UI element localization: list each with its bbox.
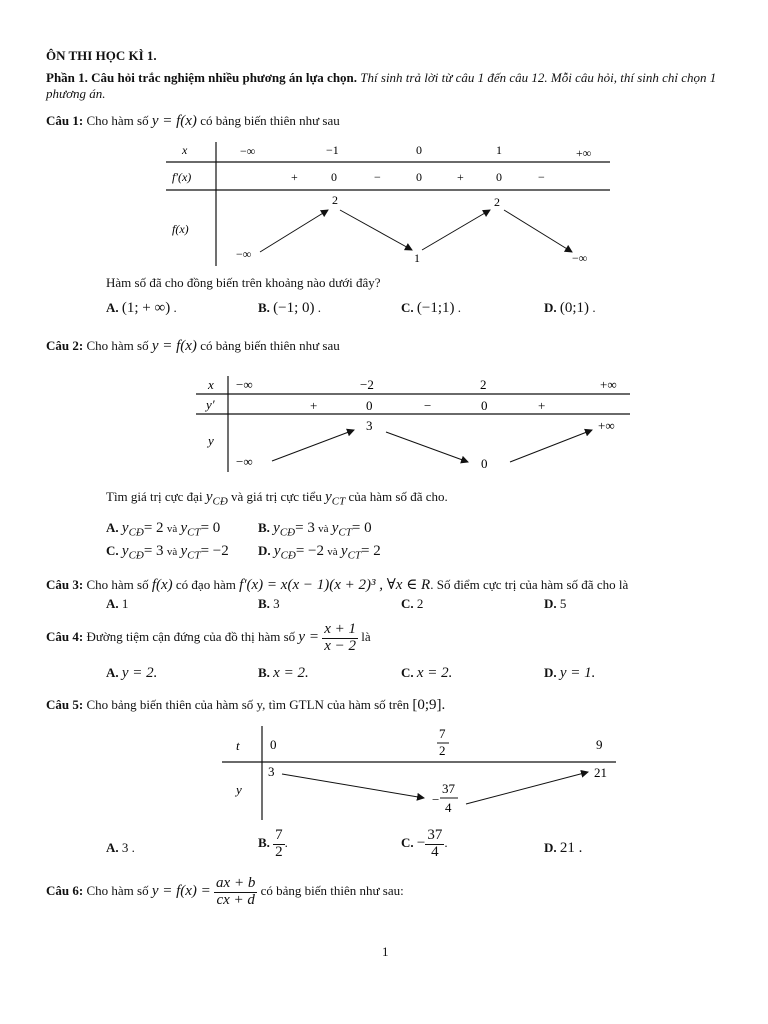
q1-option-d[interactable]: D. (0;1) . bbox=[544, 300, 596, 316]
section-heading: Phần 1. Câu hỏi trắc nghiệm nhiều phương án lựa chọn. bbox=[46, 70, 358, 85]
q2-sign: 0 bbox=[481, 398, 488, 413]
q2-option-b[interactable]: B. $y_{CĐ}= 3$ và $y_{CT}= 0$ bbox=[258, 520, 372, 539]
q5-y-mid-num: 37 bbox=[442, 781, 455, 796]
q1-f-label: f(x) bbox=[172, 222, 189, 236]
q1-arrow-up bbox=[260, 210, 328, 252]
q4-fraction: $\frac{x + 1}{x - 2}$ bbox=[324, 621, 356, 654]
q5-option-b[interactable]: B. $\frac{7}{2}$ . bbox=[258, 827, 288, 860]
q5-t-label: t bbox=[236, 738, 240, 753]
q2-x-val: −2 bbox=[360, 377, 374, 392]
q3-option-a[interactable]: A. 1 bbox=[106, 596, 129, 611]
section-instructions: Thí sinh trả lời từ câu 1 đến câu 12. Mỗi câu hỏi, thí sinh chỉ chọn 1 phương án. bbox=[46, 70, 717, 101]
q5-t-val: 0 bbox=[270, 737, 277, 752]
q3-stem: Câu 3: Cho hàm số f(x) có đạo hàm f′(x) = x(x − 1)(x + 2)³ , ∀x ∈ R. Số điểm cực trị của hàm số đã cho là bbox=[46, 577, 629, 593]
q5-y-right: 21 bbox=[594, 765, 607, 780]
q2-y-val: 3 bbox=[366, 418, 373, 433]
q1-x-val: 0 bbox=[416, 143, 422, 157]
q1-arrow-down bbox=[504, 210, 572, 252]
q2-y-val: +∞ bbox=[598, 418, 615, 433]
q3-label: Câu 3: bbox=[46, 577, 84, 592]
q5-stem: Câu 5: Cho bảng biến thiên của hàm số y, tìm GTLN của hàm số trên [0;9]. bbox=[46, 697, 446, 713]
q1-label: Câu 1: bbox=[46, 113, 84, 128]
q1-f-val: 2 bbox=[332, 193, 338, 207]
q2-x-val: 2 bbox=[480, 377, 487, 392]
q2-option-a[interactable]: A. $y_{CĐ}= 2$ và $y_{CT}= 0$ bbox=[106, 520, 221, 539]
q2-sign: + bbox=[538, 398, 546, 413]
q5-arrow-down bbox=[282, 774, 424, 798]
q5-y-left: 3 bbox=[268, 764, 275, 779]
q3-option-c[interactable]: C. 2 bbox=[401, 596, 424, 611]
q6-stem: Câu 6: Cho hàm số y = f(x) = $\frac{ax + b}{cx + d}$ có bảng biến thiên như sau: bbox=[46, 875, 404, 908]
q4-option-b[interactable]: B. x = 2. bbox=[258, 665, 309, 681]
q1-sign: 0 bbox=[416, 170, 422, 184]
q1-option-b[interactable]: B. (−1; 0) . bbox=[258, 300, 322, 316]
q1-sign: − bbox=[538, 170, 545, 184]
q5-arrow-up bbox=[466, 772, 588, 804]
q5-y-mid-sign: − bbox=[432, 792, 440, 807]
q4-label: Câu 4: bbox=[46, 629, 84, 645]
q1-arrow-up bbox=[422, 210, 490, 250]
q1-f-val: −∞ bbox=[236, 247, 252, 261]
q2-x-label: x bbox=[208, 377, 214, 392]
q5-y-mid-den: 4 bbox=[445, 800, 452, 815]
q5-y-label: y bbox=[236, 782, 242, 797]
q1-variation-table bbox=[160, 140, 615, 270]
q2-option-d[interactable]: D. $y_{CĐ}= -2$ và $y_{CT}= 2$ bbox=[258, 543, 381, 562]
q4-stem: Câu 4: Đường tiệm cận đứng của đồ thị hàm số y = $\frac{x + 1}{x - 2}$ là bbox=[46, 621, 371, 654]
q5-option-d[interactable]: D. 21 . bbox=[544, 840, 583, 856]
q2-x-val: +∞ bbox=[600, 377, 617, 392]
q4-option-d[interactable]: D. y = 1. bbox=[544, 665, 596, 681]
q5-t-mid-den: 2 bbox=[439, 743, 446, 758]
q2-yp-label: y′ bbox=[206, 397, 215, 412]
q1-question: Hàm số đã cho đồng biến trên khoảng nào dưới đây? bbox=[106, 275, 381, 290]
q2-arrow-up bbox=[510, 430, 592, 462]
q2-option-c[interactable]: C. $y_{CĐ}= 3$ và $y_{CT}= -2$ bbox=[106, 543, 229, 562]
q1-x-val: +∞ bbox=[576, 146, 592, 160]
q1-f-val: −∞ bbox=[572, 251, 588, 265]
q1-fp-label: f′(x) bbox=[172, 170, 192, 184]
q4-option-a[interactable]: A. y = 2. bbox=[106, 665, 158, 681]
q1-x-val: 1 bbox=[496, 143, 502, 157]
q5-option-c[interactable]: C. − $\frac{37}{4}$ . bbox=[401, 827, 448, 860]
q3-option-b[interactable]: B. 3 bbox=[258, 596, 280, 611]
q2-question: Tìm giá trị cực đại $y_{CĐ}$ và giá trị cực tiểu $y_{CT}$ của hàm số đã cho. bbox=[106, 489, 448, 508]
section-intro bbox=[46, 70, 736, 102]
q2-sign: 0 bbox=[366, 398, 373, 413]
q1-sign: + bbox=[457, 170, 464, 184]
q1-sign: 0 bbox=[331, 170, 337, 184]
q6-fraction: $\frac{ax + b}{cx + d}$ bbox=[216, 875, 256, 908]
q2-arrow-down bbox=[386, 432, 468, 462]
q1-option-c[interactable]: C. (−1;1) . bbox=[401, 300, 462, 316]
q1-sign: 0 bbox=[496, 170, 502, 184]
q2-y-val: 0 bbox=[481, 456, 488, 471]
q2-stem: Câu 2: Cho hàm số y = f(x) có bảng biến thiên như sau bbox=[46, 338, 340, 354]
q1-sign: + bbox=[291, 170, 298, 184]
page-number: 1 bbox=[382, 944, 389, 959]
q1-f-val: 1 bbox=[414, 251, 420, 265]
q5-variation-table bbox=[220, 724, 620, 824]
q2-func: y = f(x) bbox=[151, 338, 197, 354]
q1-sign: − bbox=[374, 170, 381, 184]
q1-stem-a: Cho hàm số bbox=[86, 113, 149, 128]
q1-x-val: −∞ bbox=[240, 144, 256, 158]
q2-y-val: −∞ bbox=[236, 454, 253, 469]
q4-option-c[interactable]: C. x = 2. bbox=[401, 665, 453, 681]
q1-func: y = f(x) bbox=[151, 113, 197, 129]
q1-stem-b: có bảng biến thiên như sau bbox=[200, 113, 340, 128]
q1-stem bbox=[46, 113, 340, 130]
q3-derivative: f′(x) = x(x − 1)(x + 2)³ , ∀x ∈ R bbox=[239, 577, 431, 593]
q1-f-val: 2 bbox=[494, 195, 500, 209]
q1-x-val: −1 bbox=[326, 143, 339, 157]
q1-arrow-down bbox=[340, 210, 412, 250]
q5-t-val: 9 bbox=[596, 737, 603, 752]
page-title: ÔN THI HỌC KÌ 1. bbox=[46, 48, 157, 63]
q5-interval: [0;9]. bbox=[412, 697, 446, 713]
q2-sign: − bbox=[424, 398, 432, 413]
q3-option-d[interactable]: D. 5 bbox=[544, 596, 567, 611]
q6-label: Câu 6: bbox=[46, 883, 84, 899]
q2-arrow-up bbox=[272, 430, 354, 461]
q2-y-label: y bbox=[208, 433, 214, 448]
q2-variation-table bbox=[196, 374, 632, 474]
q5-t-mid-num: 7 bbox=[439, 726, 446, 741]
q2-label: Câu 2: bbox=[46, 338, 84, 353]
q1-option-a[interactable]: A. (1; + ∞) . bbox=[106, 300, 177, 316]
q2-x-val: −∞ bbox=[236, 377, 253, 392]
q2-sign: + bbox=[310, 398, 318, 413]
q1-x-label: x bbox=[182, 143, 188, 157]
q5-label: Câu 5: bbox=[46, 697, 84, 712]
q5-option-a[interactable]: A. 3 . bbox=[106, 840, 135, 855]
